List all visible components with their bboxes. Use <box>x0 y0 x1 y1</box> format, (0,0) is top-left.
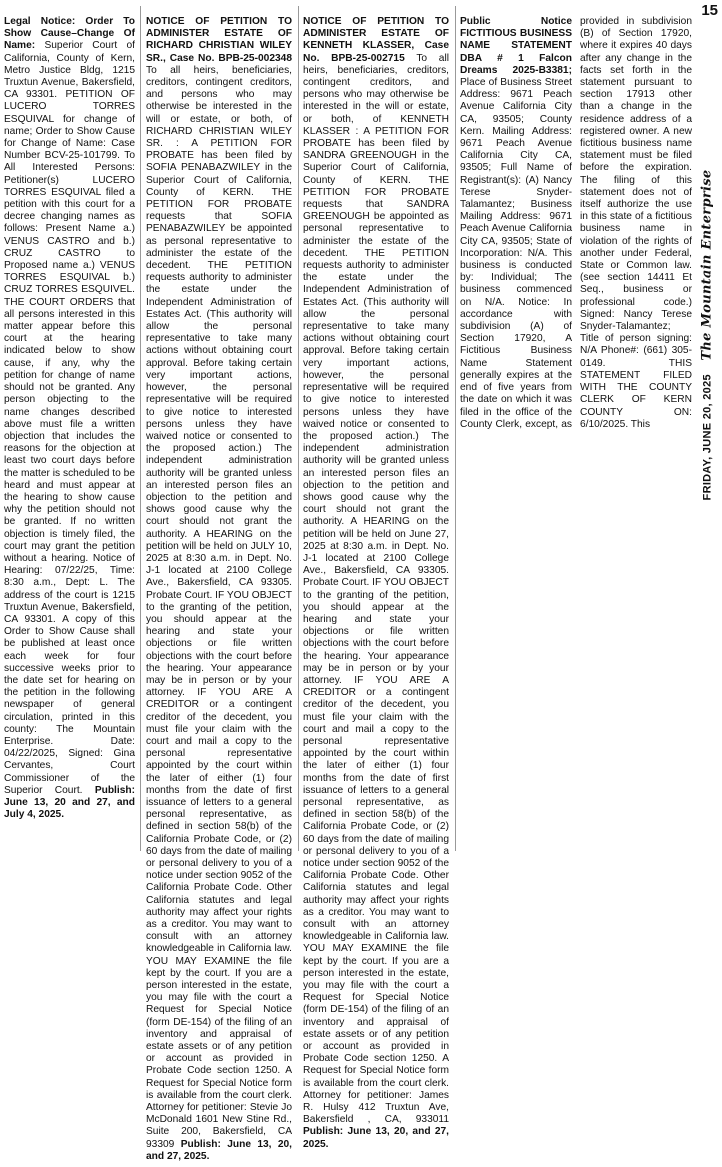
notice-heading: Legal Notice: Order To Show Cause–Change Of Name: <box>4 16 135 52</box>
notice-publish-dates: Publish: June 13, 20, and 27, 2025. <box>303 1126 449 1150</box>
column-rule <box>455 6 456 851</box>
issue-date: FRIDAY, JUNE 20, 2025 <box>701 374 714 501</box>
notice-heading: NOTICE OF PETITION TO ADMINISTER ESTATE OF RICHARD CHRISTIAN WILEY SR., Case No. BPB-25-002348 <box>146 16 292 64</box>
column-3 <box>303 16 449 1155</box>
column-2 <box>146 16 292 1167</box>
column-1 <box>4 16 135 825</box>
notice-petition-wiley <box>146 16 292 1163</box>
public-notice-fictitious-business <box>460 16 692 433</box>
column-rule <box>298 6 299 851</box>
notice-heading: NOTICE OF PETITION TO ADMINISTER ESTATE OF KENNETH KLASSER, Case No. BPB-25-002715 <box>303 16 449 64</box>
notice-heading: Public Notice FICTITIOUS BUSINESS NAME STATEMENT DBA # 1 Falcon Dreams 2025-B3381; <box>460 16 572 76</box>
notice-body: To all heirs, beneficiaries, creditors, contingent creditors, and persons who may otherwise be interested in the will or estate, or both, of RICHARD CHRISTIAN WILEY SR. : A PETITION FOR PROBATE has been filed by SOFIA PENABAZWILEY in the Superior Court of California, County of KERN. THE PETITION FOR PROBATE requests that SOFIA PENABAZWILEY be appointed as personal representative to administer the estate of the decedent. THE PETITION requests authority to administer the estate under the Independent Administration of Estates Act. (This authority will allow the personal representative to take many actions without obtaining court approval. Before taking certain very important actions, however, the personal representative will be required to give notice to interested persons unless they have waived notice or consented to the proposed action.) The independent administration authority will be granted unless an interested person files an objection to the petition and shows good cause why the court should not grant the authority. A HEARING on the petition will be held on JULY 10, 2025 at 8:30 a.m. in Dept. No. J-1 located at 2100 College Ave., Bakersfield, CA 93305. Probate Court. IF YOU OBJECT to the granting of the petition, you should appear at the hearing and state your objections or file written objections with the court before the hearing. Your appearance may be in person or by your attorney. IF YOU ARE A CREDITOR or a contingent creditor of the decedent, you must file your claim with the court and mail a copy to the personal representative appointed by the court within the later of either (1) four months from the date of first issuance of letters to a general personal representative, as defined in section 58(b) of the California Probate Code, or (2) 60 days from the date of mailing or personal delivery to you of a notice under section 9052 of the California Probate Code. Other California statutes and legal authority may affect your rights as a creditor. You may want to consult with an attorney knowledgeable in California law. YOU MAY EXAMINE the file kept by the court. If you are a person interested in the estate, you may file with the court a Request for Special Notice (form DE-154) of the filing of an inventory and appraisal of estate assets or of any petition or account as provided in Probate Code section 1250. A Request for Special Notice form is available from the court clerk. Attorney for petitioner: Stevie Jo McDonald 1601 New Stine Rd., Suite 200, Bakersfield, CA 93309 <box>146 64 292 1150</box>
notice-petition-klasser <box>303 16 449 1151</box>
column-4 <box>460 16 692 433</box>
notice-publish-dates: Publish: June 13, 20 and 27, and July 4, 2025. <box>4 784 135 821</box>
legal-notice-name-change <box>4 16 135 821</box>
page-number: 15 <box>701 2 718 19</box>
column-rule <box>140 6 141 851</box>
notice-body: Superior Court of California, County of Kern, Metro Justice Bldg, 1215 Truxtun Avenue, Bakersfield, CA 93301. PETITION OF LUCERO TORRES ESQUIVAL for change of name; Order to Show Cause for Change of Name: Case Number BCV-25-101799. To All Interested Persons: Petitioner(s) LUCERO TORRES ESQUIVAL filed a petition with this court for a decree changing names as follows: Present Name a.) VENUS CASTRO and b.) CRUZ CASTRO to Proposed name a.) VENUS TORRES ESQUIVAL b.) CRUZ TORRES ESQUIVEL. THE COURT ORDERS that all persons interested in this matter appear before this court at the hearing indicated below to show cause, if any, why the petition for change of name should not be granted. Any person objecting to the name changes described above must file a written objection that includes the reasons for the objection at least two court days before the matter is scheduled to be heard and must appear at the hearing to show cause why the petition should not be granted. If no written objection is timely filed, the court may grant the petition without a hearing. Notice of Hearing: 07/22/25, Time: 8:30 a.m., Dept: L. The address of the court is 1215 Truxtun Avenue, Bakersfield, CA 93301. A copy of this Order to Show Cause shall be published at least once each week for four successive weeks prior to the date set for hearing on the petition in the following newspaper of general circulation, printed in this county: The Mountain Enterprise. Date: 04/22/2025, Signed: Gina Cervantes, Court Commissioner of the Superior Court. <box>4 40 135 796</box>
page-sidebar <box>694 170 720 500</box>
notice-publish-dates: Publish: June 13, 20, and 27, 2025. <box>146 1138 292 1162</box>
newspaper-name: The Mountain Enterprise <box>699 169 715 361</box>
notice-body: To all heirs, beneficiaries, creditors, contingent creditors, and persons who may otherwise be interested in the will or estate, or both, of KENNETH KLASSER : A PETITION FOR PROBATE has been filed by SANDRA GREENOUGH in the Superior Court of California, County of KERN. THE PETITION FOR PROBATE requests that SANDRA GREENOUGH be appointed as personal representative to administer the estate of the decedent. THE PETITION requests authority to administer the estate under the Independent Administration of Estates Act. (This authority will allow the personal representative to take many actions without obtaining court approval. Before taking certain very important actions, however, the personal representative will be required to give notice to interested persons unless they have waived notice or consented to the proposed action.) The independent administration authority will be granted unless an interested person files an objection to the petition and shows good cause why the court should not grant the authority. A HEARING on the petition will be held on June 27, 2025 at 8:30 a.m. in Dept. No. J-1 located at 2100 College Ave., Bakersfield, CA 93305. Probate Court. IF YOU OBJECT to the granting of the petition, you should appear at the hearing and state your objections or file written objections with the court before the hearing. Your appearance may be in person or by your attorney. IF YOU ARE A CREDITOR or a contingent creditor of the decedent, you must file your claim with the court and mail a copy to the personal representative appointed by the court within the later of either (1) four months from the date of first issuance of letters to a general personal representative, as defined in section 58(b) of the California Probate Code, or (2) 60 days from the date of mailing or personal delivery to you of a notice under section 9052 of the California Probate Code. Other California statutes and legal authority may affect your rights as a creditor. You may want to consult with an attorney knowledgeable in California law. YOU MAY EXAMINE the file kept by the court. If you are a person interested in the estate, you may file with the court a Request for Special Notice (form DE-154) of the filing of an inventory and appraisal of estate assets or of any petition or account as provided in Probate Code section 1250. A Request for Special Notice form is available from the court clerk. Attorney for petitioner: James R. Hulsy 412 Truxtun Ave, Bakersfield , CA, 933011 <box>303 52 449 1126</box>
notice-body: Place of Business Street Address: 9671 Peach Avenue California City CA, 93505; County Kern. Mailing Address: 9671 Peach Avenue California City CA, 93505; Full Name of Registrant(s): (A) Nancy Terese Snyder-Talamantez; Business Mailing Address: 9671 Peach Avenue California City CA, 93505; State of Incorporation: N/A. This business is conducted by: Individual; The business commenced on N/A. Notice: In accordance with subdivision (A) of Section 17920, A Fictitious Business Name Statement generally expires at the end of five years from the date on which it was filed in the office of the County Clerk, except, as provided in subdivision (B) of Section 17920, where it expires 40 days after any change in the facts set forth in the statement pursuant to section 17913 other than a change in the residence address of a registered owner. A new fictitious business name statement must be filed before the expiration. The filing of this statement does not of itself authorize the use in this state of a fictitious business name in violation of the rights of another under Federal, State or Common law. (see section 14411 Et Seq., business or professional code.) Signed: Nancy Terese Snyder-Talamantez; Title of person signing: N/A Phone#: (661) 305-0149. THIS STATEMENT FILED WITH THE COUNTY CLERK OF KERN COUNTY ON: 6/10/2025. This <box>460 16 692 430</box>
